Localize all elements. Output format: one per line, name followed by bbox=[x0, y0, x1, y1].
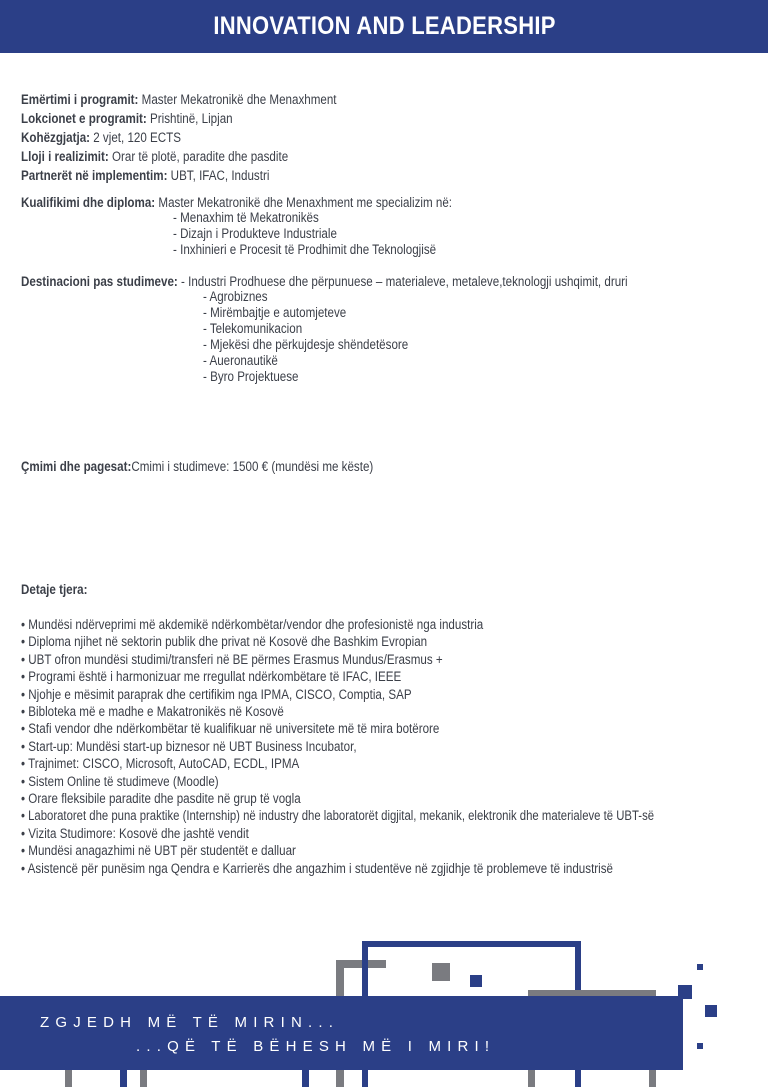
info-value: 2 vjet, 120 ECTS bbox=[90, 130, 182, 145]
bottom-stripe bbox=[528, 1070, 535, 1087]
destination-item: - Mjekësi dhe përkujdesje shëndetësore bbox=[203, 337, 409, 352]
info-value: UBT, IFAC, Industri bbox=[167, 168, 270, 183]
header-banner bbox=[0, 0, 768, 53]
qualification-item: - Inxhinieri e Procesit të Prodhimit dhe Teknologjisë bbox=[173, 242, 437, 257]
details-item: • Start-up: Mundësi start-up biznesor në UBT Business Incubator, bbox=[21, 738, 357, 754]
info-program-name bbox=[21, 90, 388, 109]
bottom-stripe bbox=[65, 1070, 72, 1087]
details-item: • Asistencë për punësim nga Qendra e Karrierës dhe angazhim i studentëve në zgjidhje të problemeve të industrisë bbox=[21, 860, 614, 876]
info-value: Master Mekatronikë dhe Menaxhment bbox=[138, 92, 337, 107]
details-item: • Trajnimet: CISCO, Microsoft, AutoCAD, ECDL, IPMA bbox=[21, 756, 300, 772]
price-row bbox=[21, 457, 431, 476]
blue-square-small bbox=[470, 975, 482, 987]
destination-item: - Aueronautikë bbox=[203, 353, 278, 368]
bottom-stripe bbox=[575, 1070, 581, 1087]
blue-dot bbox=[697, 1043, 703, 1049]
info-locations bbox=[21, 109, 267, 128]
destination-item: - Telekomunikacion bbox=[203, 321, 303, 336]
info-label: Lloji i realizimit: bbox=[21, 149, 109, 164]
details-item: • Orare fleksibile paradite dhe pasdite në grup të vogla bbox=[21, 791, 301, 806]
details-item: • Mundësi ndërveprimi më akdemikë ndërkombëtar/vendor dhe profesionistë nga industria bbox=[21, 617, 484, 632]
details-item: • Programi është i harmonizuar me rregullat ndërkombëtare të IFAC, IEEE bbox=[21, 669, 402, 685]
qualification-value: Master Mekatronikë dhe Menaxhment me specializim në: bbox=[155, 195, 453, 210]
info-partners bbox=[21, 166, 310, 185]
slogan-line-2: ...QË TË BËHESH MË I MIRI! bbox=[136, 1038, 496, 1055]
price-value: Cmimi i studimeve: 1500 € (mundësi me këste) bbox=[131, 459, 374, 474]
qualification-label: Kualifikimi dhe diploma: bbox=[21, 195, 156, 210]
info-label: Partnerët në implementim: bbox=[21, 168, 168, 183]
bottom-stripe bbox=[140, 1070, 147, 1087]
info-duration bbox=[21, 128, 207, 147]
bottom-stripe bbox=[302, 1070, 309, 1087]
info-value: Prishtinë, Lipjan bbox=[146, 111, 233, 126]
info-value: Orar të plotë, paradite dhe pasdite bbox=[108, 149, 289, 164]
info-schedule bbox=[21, 147, 332, 166]
destination-item: - Byro Projektuese bbox=[203, 369, 299, 384]
details-item: • Laboratoret dhe puna praktike (Internship) në industry dhe laboratorët digjital, mekanik, elektronik dhe materialeve të UBT-së bbox=[21, 808, 655, 824]
qualification-item: - Menaxhim të Mekatronikës bbox=[173, 210, 319, 225]
info-label: Emërtimi i programit: bbox=[21, 92, 139, 107]
bottom-stripe bbox=[120, 1070, 127, 1087]
details-item: • Vizita Studimore: Kosovë dhe jashtë vendit bbox=[21, 825, 249, 841]
details-item: • Njohje e mësimit paraprak dhe certifikim nga IPMA, CISCO, Comptia, SAP bbox=[21, 686, 412, 702]
bottom-stripe bbox=[649, 1070, 656, 1087]
details-item: • Mundësi anagazhimi në UBT për studentët e dalluar bbox=[21, 843, 296, 859]
slogan-band bbox=[0, 996, 683, 1070]
details-item: • UBT ofron mundësi studimi/transferi në BE përmes Erasmus Mundus/Erasmus + bbox=[21, 651, 443, 667]
details-item: • Sistem Online të studimeve (Moodle) bbox=[21, 773, 219, 789]
info-label: Lokcionet e programit: bbox=[21, 111, 147, 126]
qualification-item: - Dizajn i Produkteve Industriale bbox=[173, 226, 337, 241]
destination-item: - Agrobiznes bbox=[203, 289, 268, 304]
details-item: • Stafi vendor dhe ndërkombëtar të kualifikuar në universitete më të mira botërore bbox=[21, 721, 440, 737]
blue-dot bbox=[697, 964, 703, 970]
bottom-stripe bbox=[362, 1070, 368, 1087]
details-title: Detaje tjera: bbox=[21, 582, 88, 597]
page-title: INNOVATION AND LEADERSHIP bbox=[212, 12, 556, 40]
details-item: • Diploma njihet në sektorin publik dhe privat në Kosovë dhe Bashkim Evropian bbox=[21, 634, 428, 650]
slogan-line-1: ZGJEDH MË TË MIRIN... bbox=[40, 1014, 340, 1031]
blue-square bbox=[705, 1005, 717, 1017]
destination-item: - Mirëmbajtje e automjeteve bbox=[203, 305, 347, 320]
bottom-stripe bbox=[336, 1070, 344, 1087]
destination-label: Destinacioni pas studimeve: bbox=[21, 274, 178, 289]
details-item: • Bibloteka më e madhe e Makatronikës në Kosovë bbox=[21, 704, 284, 719]
destination-first: - Industri Prodhuese dhe përpunuese – materialeve, metaleve,teknologji ushqimit, druri bbox=[177, 274, 628, 289]
price-label: Çmimi dhe pagesat: bbox=[21, 459, 132, 474]
destination-row bbox=[21, 272, 726, 291]
gray-square bbox=[432, 963, 450, 981]
info-label: Kohëzgjatja: bbox=[21, 130, 91, 145]
